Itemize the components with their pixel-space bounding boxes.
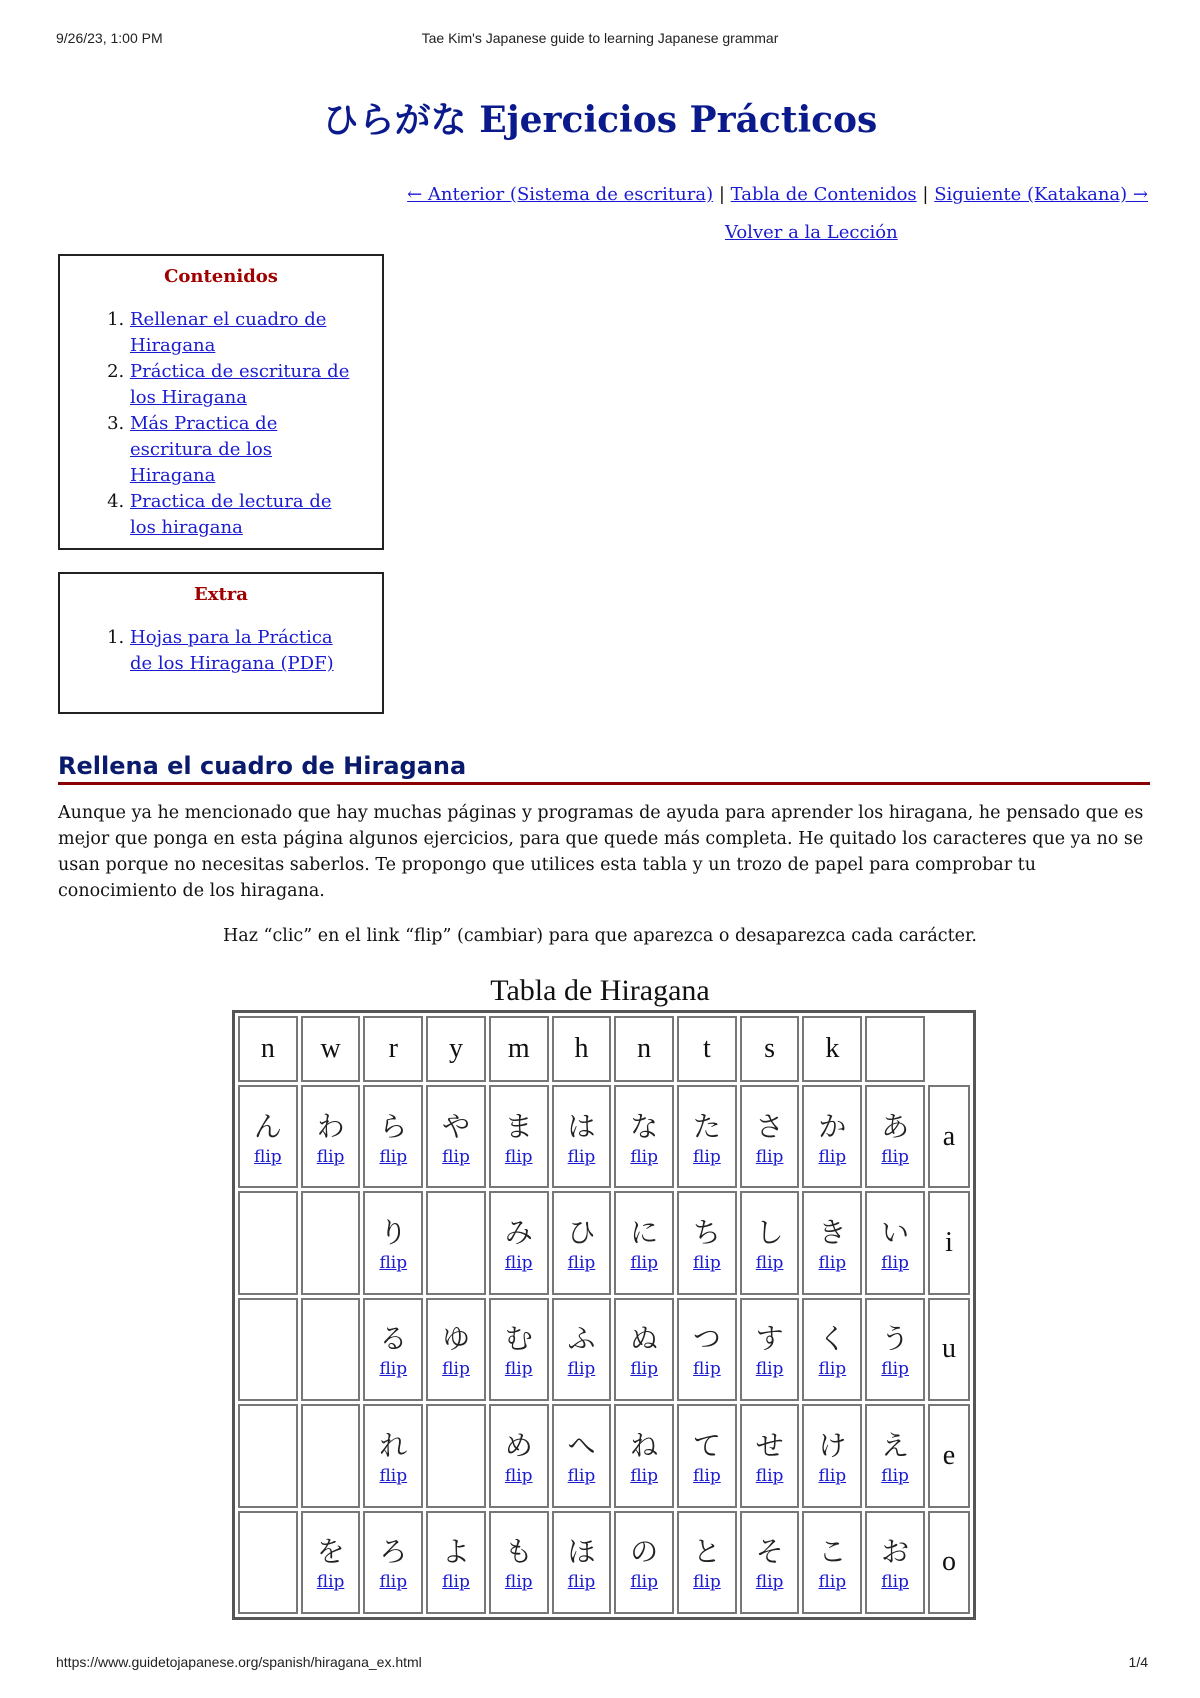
flip-link[interactable]: flip [316, 1572, 345, 1593]
kana-cell [614, 1085, 674, 1188]
kana-cell [363, 1298, 423, 1401]
flip-link[interactable]: flip [567, 1359, 596, 1380]
kana-character: こ [818, 1535, 847, 1569]
column-header: w [301, 1016, 361, 1082]
flip-link[interactable]: flip [755, 1359, 784, 1380]
flip-link[interactable]: flip [693, 1465, 721, 1486]
kana-cell [238, 1511, 298, 1614]
lesson-nav [407, 184, 1148, 205]
flip-link[interactable]: flip [881, 1465, 909, 1486]
kana-cell [802, 1511, 862, 1614]
kana-cell [552, 1085, 612, 1188]
flip-link[interactable]: flip [693, 1359, 721, 1380]
flip-link[interactable]: flip [755, 1146, 784, 1167]
kana-cell [740, 1085, 800, 1188]
kana-cell [426, 1298, 486, 1401]
flip-link[interactable]: flip [504, 1359, 533, 1380]
kana-cell [677, 1085, 737, 1188]
kana-character: よ [442, 1535, 471, 1569]
kana-cell [677, 1298, 737, 1401]
kana-character: そ [755, 1535, 784, 1569]
kana-cell [426, 1511, 486, 1614]
kana-cell [740, 1511, 800, 1614]
vowel-label: e [928, 1404, 970, 1507]
kana-character: は [567, 1109, 596, 1143]
flip-link[interactable]: flip [379, 1465, 408, 1486]
contents-link-4[interactable]: Practica de lectura de los hiragana [130, 491, 332, 538]
flip-link[interactable]: flip [379, 1359, 408, 1380]
kana-cell [552, 1191, 612, 1294]
flip-link[interactable]: flip [379, 1146, 408, 1167]
kana-character: を [316, 1535, 345, 1569]
flip-link[interactable]: flip [504, 1465, 533, 1486]
list-item [130, 489, 360, 541]
kana-cell [865, 1191, 925, 1294]
kana-character: み [504, 1216, 533, 1250]
kana-character: さ [755, 1109, 784, 1143]
flip-link[interactable]: flip [442, 1359, 470, 1380]
toc-link[interactable]: Tabla de Contenidos [730, 184, 917, 205]
kana-cell [552, 1404, 612, 1507]
kana-cell [802, 1191, 862, 1294]
kana-character: ぬ [630, 1322, 659, 1356]
kana-character: く [818, 1322, 847, 1356]
list-item [130, 411, 360, 489]
kana-character: う [881, 1322, 910, 1356]
kana-cell [677, 1404, 737, 1507]
vowel-label: o [928, 1511, 970, 1614]
contents-link-2[interactable]: Práctica de escritura de los Hiragana [130, 361, 350, 408]
flip-link[interactable]: flip [379, 1253, 408, 1274]
kana-character: え [881, 1428, 910, 1462]
kana-character: れ [379, 1428, 408, 1462]
flip-link[interactable]: flip [818, 1253, 847, 1274]
print-header [0, 30, 1200, 50]
table-header-row [238, 1016, 970, 1082]
kana-character: ら [379, 1109, 408, 1143]
kana-character: や [442, 1109, 471, 1143]
flip-link[interactable]: flip [881, 1253, 909, 1274]
flip-link[interactable]: flip [567, 1465, 596, 1486]
contents-link-3[interactable]: Más Practica de escritura de los Hiragana [130, 413, 278, 486]
kana-character: ろ [379, 1535, 408, 1569]
kana-cell [865, 1511, 925, 1614]
flip-link[interactable]: flip [693, 1572, 721, 1593]
flip-link[interactable]: flip [881, 1572, 909, 1593]
back-to-lesson-link[interactable]: Volver a la Lección [725, 222, 898, 243]
hiragana-table [232, 1010, 976, 1620]
kana-cell [802, 1085, 862, 1188]
flip-link[interactable]: flip [567, 1572, 596, 1593]
flip-link[interactable]: flip [567, 1253, 596, 1274]
kana-cell [802, 1404, 862, 1507]
list-item [130, 359, 360, 411]
kana-cell [363, 1404, 423, 1507]
prev-link[interactable]: ← Anterior (Sistema de escritura) [407, 184, 714, 205]
flip-link[interactable]: flip [755, 1465, 784, 1486]
flip-link[interactable]: flip [316, 1146, 345, 1167]
kana-cell [489, 1191, 549, 1294]
column-header: t [677, 1016, 737, 1082]
column-header: r [363, 1016, 423, 1082]
kana-cell [301, 1404, 361, 1507]
kana-cell [363, 1511, 423, 1614]
intro-paragraph: Aunque ya he mencionado que hay muchas páginas y programas de ayuda para aprender los hiragana, he pensado que es mejor que ponga en esta página algunos ejercicios, para que quede más completa. He quitado los caracteres que ya no se usan porque no necesitas saberlos. Te propongo que utilices esta tabla y un trozo de papel para comprobar tu conocimiento de los hiragana. [58, 803, 1144, 901]
kana-character: ほ [567, 1535, 596, 1569]
kana-cell [865, 1085, 925, 1188]
flip-link[interactable]: flip [881, 1359, 909, 1380]
kana-character: ふ [567, 1322, 596, 1356]
table-row [238, 1298, 970, 1401]
kana-cell [363, 1191, 423, 1294]
flip-link[interactable]: flip [254, 1146, 282, 1167]
next-link[interactable]: Siguiente (Katakana) → [934, 184, 1148, 205]
kana-character: に [630, 1216, 659, 1250]
contents-link-1[interactable]: Rellenar el cuadro de Hiragana [130, 309, 327, 356]
kana-character: お [881, 1535, 910, 1569]
kana-cell [677, 1511, 737, 1614]
kana-character: あ [881, 1109, 910, 1143]
kana-character: ね [630, 1428, 659, 1462]
column-header [928, 1016, 970, 1082]
kana-cell [426, 1085, 486, 1188]
flip-link[interactable]: flip [442, 1572, 470, 1593]
flip-link[interactable]: flip [818, 1146, 847, 1167]
kana-character: ま [504, 1109, 533, 1143]
kana-cell [238, 1298, 298, 1401]
kana-cell [238, 1404, 298, 1507]
column-header: m [489, 1016, 549, 1082]
kana-cell [301, 1085, 361, 1188]
kana-character: き [818, 1216, 847, 1250]
flip-link[interactable]: flip [818, 1465, 847, 1486]
kana-cell [552, 1298, 612, 1401]
flip-link[interactable]: flip [693, 1146, 721, 1167]
flip-link[interactable]: flip [818, 1359, 847, 1380]
column-header: k [802, 1016, 862, 1082]
flip-link[interactable]: flip [755, 1253, 784, 1274]
kana-cell [614, 1298, 674, 1401]
back-nav [725, 222, 898, 243]
list-item [130, 307, 360, 359]
flip-link[interactable]: flip [630, 1465, 658, 1486]
kana-cell [740, 1404, 800, 1507]
nav-separator: | [718, 184, 725, 205]
kana-cell [614, 1511, 674, 1614]
section-title: Rellena el cuadro de Hiragana [58, 752, 1150, 785]
page-title: ひらがな Ejercicios Prácticos [322, 99, 878, 141]
kana-cell [740, 1298, 800, 1401]
kana-character: せ [755, 1428, 784, 1462]
flip-link[interactable]: flip [504, 1146, 533, 1167]
column-header: s [740, 1016, 800, 1082]
kana-character: い [881, 1216, 910, 1250]
print-footer [0, 1654, 1200, 1674]
contents-list [60, 307, 360, 541]
extra-title: Extra [194, 584, 248, 605]
flip-link[interactable]: flip [881, 1146, 909, 1167]
kana-character: け [818, 1428, 847, 1462]
contents-box [58, 254, 384, 550]
list-item [130, 625, 360, 677]
pdf-sheets-link[interactable]: Hojas para la Práctica de los Hiragana (PDF) [130, 627, 334, 674]
kana-cell [426, 1404, 486, 1507]
kana-character: わ [316, 1109, 345, 1143]
kana-cell [677, 1191, 737, 1294]
vowel-label: u [928, 1298, 970, 1401]
column-header: y [426, 1016, 486, 1082]
kana-cell [238, 1085, 298, 1188]
flip-link[interactable]: flip [630, 1359, 658, 1380]
kana-character: も [504, 1535, 533, 1569]
nav-separator: | [922, 184, 929, 205]
print-doc-title: Tae Kim's Japanese guide to learning Japanese grammar [421, 30, 779, 46]
flip-link[interactable]: flip [504, 1253, 533, 1274]
kana-character: な [630, 1109, 659, 1143]
flip-link[interactable]: flip [567, 1146, 596, 1167]
vowel-label: i [928, 1191, 970, 1294]
kana-character: ゆ [442, 1322, 471, 1356]
flip-link[interactable]: flip [630, 1146, 658, 1167]
kana-cell [614, 1191, 674, 1294]
kana-cell [426, 1191, 486, 1294]
kana-cell [865, 1298, 925, 1401]
kana-character: ん [253, 1109, 282, 1143]
kana-character: へ [567, 1428, 596, 1462]
kana-cell [489, 1298, 549, 1401]
flip-link[interactable]: flip [693, 1253, 721, 1274]
flip-link[interactable]: flip [818, 1572, 847, 1593]
table-caption: Tabla de Hiragana [490, 974, 710, 1007]
kana-cell [489, 1085, 549, 1188]
kana-character: た [692, 1109, 721, 1143]
kana-cell [740, 1191, 800, 1294]
flip-link[interactable]: flip [630, 1253, 658, 1274]
kana-character: か [818, 1109, 847, 1143]
print-datetime: 9/26/23, 1:00 PM [56, 30, 163, 46]
kana-cell [552, 1511, 612, 1614]
kana-cell [301, 1298, 361, 1401]
kana-cell [489, 1404, 549, 1507]
flip-link[interactable]: flip [379, 1572, 408, 1593]
kana-cell [363, 1085, 423, 1188]
vowel-label: a [928, 1085, 970, 1188]
kana-character: り [379, 1216, 408, 1250]
column-header: n [614, 1016, 674, 1082]
kana-character: し [755, 1216, 784, 1250]
kana-cell [301, 1191, 361, 1294]
kana-character: め [504, 1428, 533, 1462]
kana-character: ひ [567, 1216, 596, 1250]
kana-cell [238, 1191, 298, 1294]
column-header: n [238, 1016, 298, 1082]
kana-character: て [692, 1428, 721, 1462]
kana-character: ち [692, 1216, 721, 1250]
kana-character: る [379, 1322, 408, 1356]
kana-character: つ [692, 1322, 721, 1356]
kana-cell [865, 1404, 925, 1507]
extra-box [58, 572, 384, 714]
table-row [238, 1404, 970, 1507]
flip-link[interactable]: flip [630, 1572, 658, 1593]
kana-cell [301, 1511, 361, 1614]
table-row [238, 1085, 970, 1188]
extra-list [60, 625, 360, 677]
flip-link[interactable]: flip [504, 1572, 533, 1593]
flip-link[interactable]: flip [755, 1572, 784, 1593]
column-header: h [552, 1016, 612, 1082]
kana-cell [802, 1298, 862, 1401]
kana-character: す [755, 1322, 784, 1356]
page-number: 1/4 [1128, 1654, 1148, 1670]
kana-character: む [504, 1322, 533, 1356]
table-row [238, 1511, 970, 1614]
print-url: https://www.guidetojapanese.org/spanish/hiragana_ex.html [56, 1654, 422, 1670]
kana-character: の [630, 1535, 659, 1569]
kana-cell [614, 1404, 674, 1507]
kana-character: と [692, 1535, 721, 1569]
flip-hint: Haz “clic” en el link “flip” (cambiar) para que aparezca o desaparezca cada carácter. [223, 926, 977, 946]
column-header [865, 1016, 925, 1082]
kana-cell [489, 1511, 549, 1614]
table-row [238, 1191, 970, 1294]
contents-title: Contenidos [164, 266, 278, 287]
flip-link[interactable]: flip [442, 1146, 470, 1167]
